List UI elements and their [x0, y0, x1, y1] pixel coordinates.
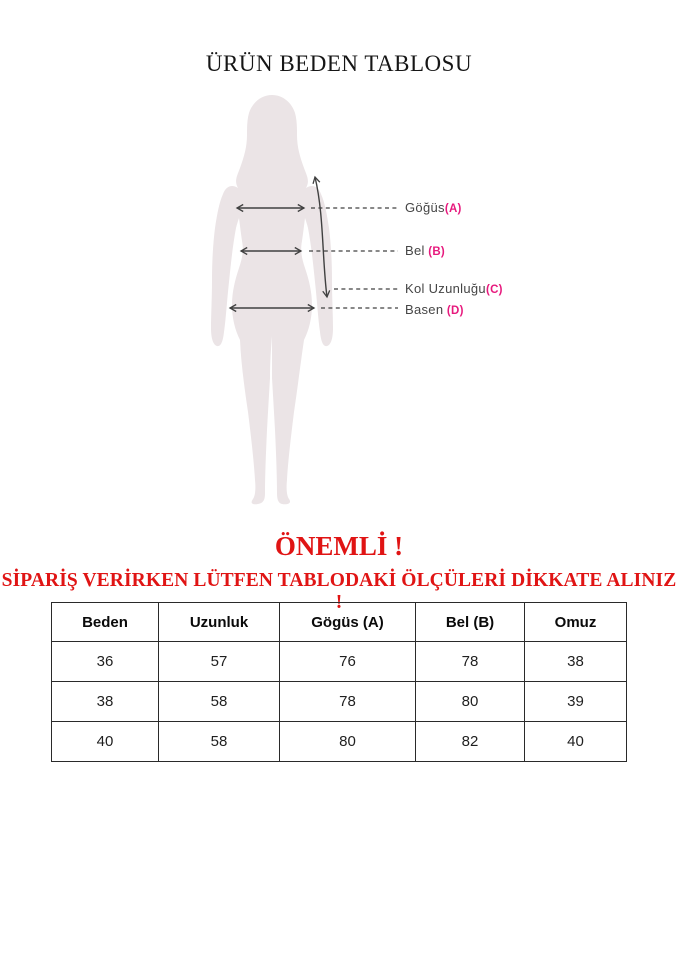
measurement-marker-b: (B)	[424, 246, 446, 258]
measurement-marker-a: (A)	[444, 203, 462, 215]
size-table	[51, 602, 627, 762]
col-header-beden: Beden	[52, 603, 159, 642]
col-header-gogus: Gögüs (A)	[280, 603, 416, 642]
important-heading: ÖNEMLİ !	[274, 531, 404, 561]
cell-uzunluk: 58	[159, 722, 280, 762]
measurement-marker-c: (C)	[485, 284, 503, 296]
measurement-label-arm-length	[405, 281, 503, 296]
measurement-label-chest	[405, 200, 462, 215]
cell-beden: 40	[52, 722, 159, 762]
measurement-label-chest-text: Göğüs	[405, 200, 445, 215]
table-row	[52, 722, 627, 762]
measurement-label-waist-text: Bel	[405, 243, 425, 258]
important-subheading: SİPARİŞ VERİRKEN LÜTFEN TABLODAKİ ÖLÇÜLERİ DİKKATE ALINIZ !	[1, 570, 677, 613]
cell-beden: 36	[52, 642, 159, 682]
cell-uzunluk: 57	[159, 642, 280, 682]
cell-beden: 38	[52, 682, 159, 722]
cell-omuz: 39	[525, 682, 627, 722]
measurement-label-waist	[405, 243, 445, 258]
size-table-header-row	[52, 603, 627, 642]
body-silhouette	[211, 95, 333, 504]
cell-bel: 78	[416, 642, 525, 682]
col-header-uzunluk: Uzunluk	[159, 603, 280, 642]
cell-omuz: 38	[525, 642, 627, 682]
measurement-label-hip-text: Basen	[405, 302, 444, 317]
col-header-omuz: Omuz	[525, 603, 627, 642]
page-title: ÜRÜN BEDEN TABLOSU	[205, 51, 473, 76]
measurement-label-hip	[405, 302, 464, 317]
table-row	[52, 642, 627, 682]
col-header-bel: Bel (B)	[416, 603, 525, 642]
cell-gogus: 80	[280, 722, 416, 762]
cell-bel: 80	[416, 682, 525, 722]
cell-bel: 82	[416, 722, 525, 762]
cell-uzunluk: 58	[159, 682, 280, 722]
measurement-marker-d: (D)	[443, 305, 464, 317]
measurement-label-arm-length-text: Kol Uzunluğu	[405, 281, 486, 296]
table-row	[52, 682, 627, 722]
cell-gogus: 76	[280, 642, 416, 682]
cell-gogus: 78	[280, 682, 416, 722]
cell-omuz: 40	[525, 722, 627, 762]
